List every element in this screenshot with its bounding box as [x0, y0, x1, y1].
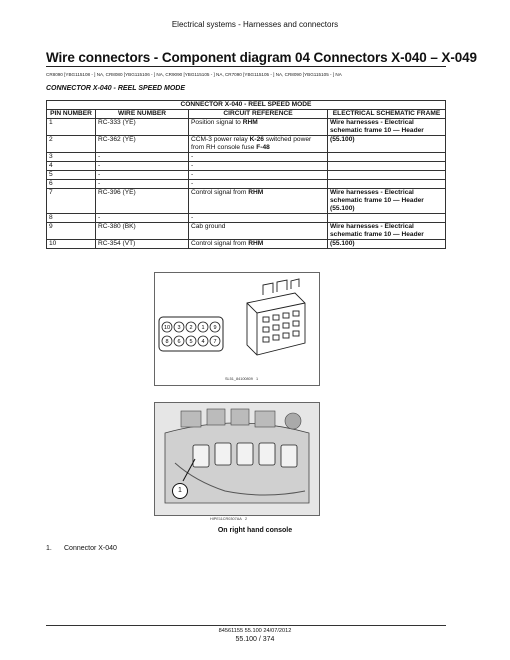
pin-label: 9	[213, 325, 217, 332]
pin-label: 3	[177, 325, 181, 332]
col-header-circuit: CIRCUIT REFERENCE	[189, 110, 328, 119]
circuit-fuse: F-48	[256, 144, 270, 151]
cell-pin: 2	[47, 136, 96, 153]
cell-pin: 4	[47, 162, 96, 171]
cell-wire: RC-396 (YE)	[96, 189, 189, 214]
cell-wire: RC-380 (BK)	[96, 223, 189, 240]
figure1-ref: SL51_84100809 1	[225, 377, 259, 381]
pin-label: 6	[177, 339, 181, 346]
col-header-schematic: ELECTRICAL SCHEMATIC FRAME	[328, 110, 446, 119]
connector-cavity	[293, 311, 299, 316]
circuit-component: RHM	[248, 240, 264, 247]
cell-wire: -	[96, 214, 189, 223]
table-row	[47, 153, 446, 162]
legend-number: 1.	[46, 545, 52, 552]
cell-schematic	[328, 162, 446, 171]
connector-cavity	[263, 337, 269, 342]
cell-schematic: (55.100)	[328, 136, 446, 153]
console-photo	[154, 402, 320, 516]
cell-circuit	[189, 136, 328, 153]
connector-drawing	[155, 273, 319, 385]
table-row	[47, 223, 446, 240]
table-row	[47, 180, 446, 189]
cell-circuit	[189, 223, 328, 240]
circuit-text: Position signal to	[191, 119, 241, 126]
connector-cavity	[273, 325, 279, 330]
circuit-text: CCM-3 power relay	[191, 136, 248, 143]
cell-schematic	[328, 180, 446, 189]
cell-wire: RC-333 (YE)	[96, 119, 189, 136]
pin-label: 8	[165, 339, 169, 346]
cell-schematic: (55.100)	[328, 240, 446, 249]
table-row	[47, 240, 446, 249]
circuit-component: RHM	[248, 189, 264, 196]
table-row	[47, 119, 446, 136]
connector-cavity	[273, 315, 279, 320]
pins-bottom-row	[162, 336, 220, 346]
cell-circuit	[189, 180, 328, 189]
legend-list	[46, 545, 117, 552]
cell-circuit	[189, 240, 328, 249]
cell-pin: 7	[47, 189, 96, 214]
legend-text: Connector X-040	[64, 545, 117, 552]
cell-circuit	[189, 119, 328, 136]
connector-cavity	[293, 321, 299, 326]
cell-circuit	[189, 214, 328, 223]
cell-schematic: Wire harnesses - Electrical schematic frame 10 — Header	[328, 119, 446, 136]
connector-table	[46, 100, 446, 249]
connector-figure	[154, 272, 320, 386]
table-row	[47, 162, 446, 171]
connector-3d-body	[247, 279, 305, 355]
connector-cavity	[283, 313, 289, 318]
circuit-text: Control signal from	[191, 240, 247, 247]
circuit-text: -	[191, 171, 194, 178]
cell-pin: 9	[47, 223, 96, 240]
cell-wire: RC-354 (VT)	[96, 240, 189, 249]
table-row	[47, 189, 446, 214]
connector-cavity	[263, 317, 269, 322]
page-header: Electrical systems - Harnesses and connectors	[171, 20, 339, 29]
cell-pin: 10	[47, 240, 96, 249]
pin-label: 5	[189, 339, 193, 346]
pin-label: 7	[213, 339, 217, 346]
cell-schematic: Wire harnesses - Electrical schematic frame 10 — Header (55.100)	[328, 189, 446, 214]
cell-wire: -	[96, 153, 189, 162]
page-title: Wire connectors - Component diagram 04 Connectors X-040 – X-049	[46, 50, 477, 65]
circuit-text: Control signal from	[191, 189, 247, 196]
callout-1: 1	[172, 483, 188, 499]
footer-doc-ref: 84561155 55.100 24/07/2012	[218, 628, 292, 634]
connector-cavity	[283, 323, 289, 328]
cell-pin: 1	[47, 119, 96, 136]
pin-label: 2	[189, 325, 193, 332]
title-rule	[46, 66, 446, 67]
cell-pin: 3	[47, 153, 96, 162]
connector-cavity	[283, 333, 289, 338]
footer-rule	[46, 625, 446, 626]
pin-label: 4	[201, 339, 205, 346]
cell-schematic	[328, 153, 446, 162]
cell-schematic: Wire harnesses - Electrical schematic frame 10 — Header	[328, 223, 446, 240]
cell-wire: RC-362 (YE)	[96, 136, 189, 153]
connector-cavity	[273, 335, 279, 340]
cell-circuit	[189, 162, 328, 171]
cell-circuit	[189, 189, 328, 214]
figure2-ref: HIPE11CR0307AA 2	[210, 517, 248, 521]
cell-circuit	[189, 171, 328, 180]
pin-label: 1	[201, 325, 205, 332]
cell-wire: -	[96, 171, 189, 180]
circuit-component: K-26	[249, 136, 264, 143]
model-applicability: CR8090 [YBG115108 - ] NA, CR8080 [YBG115106 - ] NA, CR9090 [YBG115105 - ] NA, CR7090 [YBG115105 - ] NA, CR8090 [YBG115105 - ] NA	[46, 72, 342, 77]
circuit-text: -	[191, 214, 194, 221]
cell-pin: 5	[47, 171, 96, 180]
cell-wire: -	[96, 162, 189, 171]
footer-page-number: 55.100 / 374	[235, 636, 275, 643]
table-caption: CONNECTOR X-040 - REEL SPEED MODE	[47, 101, 446, 110]
circuit-component: RHM	[242, 119, 258, 126]
pin-label: 10	[163, 325, 171, 332]
cell-schematic	[328, 214, 446, 223]
table-body	[47, 119, 446, 249]
circuit-text: -	[191, 153, 194, 160]
cell-schematic	[328, 171, 446, 180]
figure-caption: On right hand console	[217, 527, 293, 534]
cell-circuit	[189, 153, 328, 162]
circuit-text: -	[191, 180, 194, 187]
table-row	[47, 214, 446, 223]
cell-pin: 6	[47, 180, 96, 189]
cell-pin: 8	[47, 214, 96, 223]
connector-cavity	[263, 327, 269, 332]
connector-cavity	[293, 331, 299, 336]
table-row	[47, 171, 446, 180]
table-row	[47, 136, 446, 153]
cell-wire: -	[96, 180, 189, 189]
section-heading: CONNECTOR X-040 - REEL SPEED MODE	[46, 85, 185, 92]
pins-top-row	[162, 322, 220, 332]
circuit-tail: switched power from RH console fuse	[191, 136, 312, 151]
col-header-pin: PIN NUMBER	[47, 110, 96, 119]
col-header-wire: WIRE NUMBER	[96, 110, 189, 119]
circuit-text: -	[191, 162, 194, 169]
circuit-text: Cab ground	[191, 223, 226, 230]
